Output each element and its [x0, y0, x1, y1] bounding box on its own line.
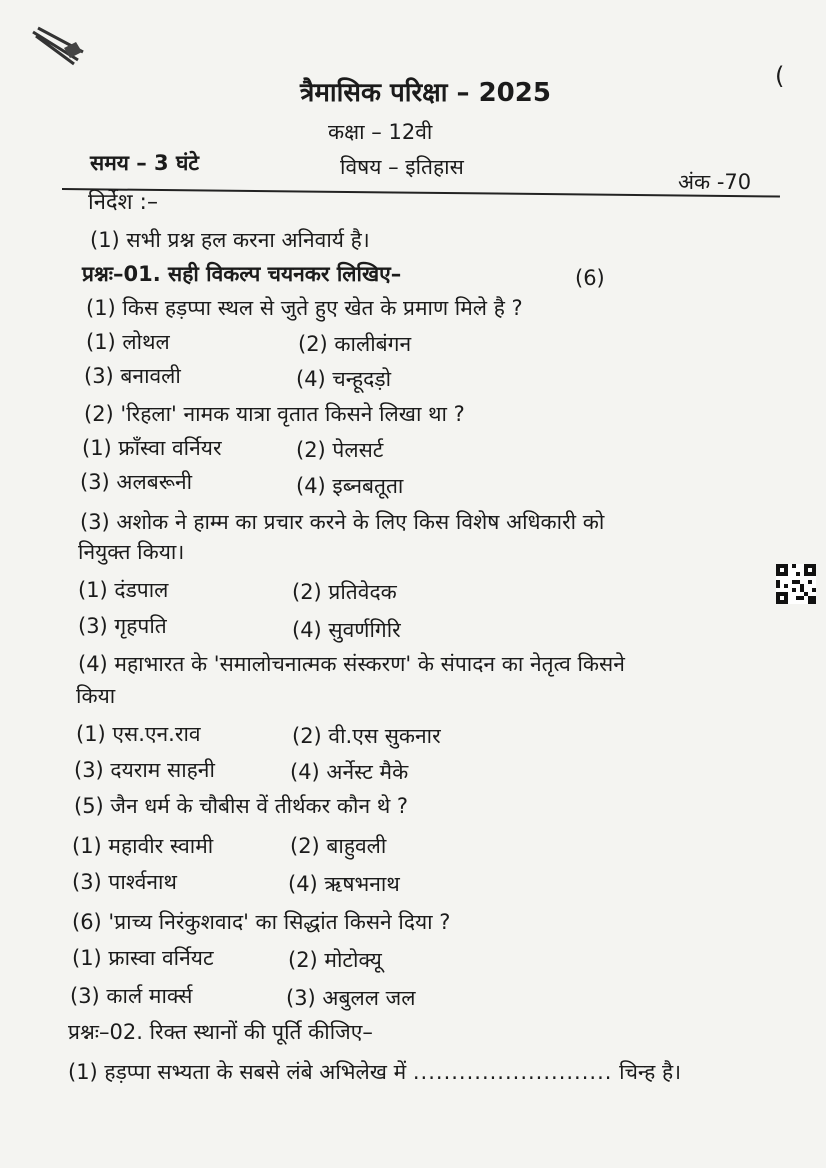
option: (3) बनावली — [84, 364, 181, 388]
option: (4) ऋषभनाथ — [288, 872, 400, 896]
option: (2) प्रतिवेदक — [292, 580, 397, 604]
option: (3) कार्ल मार्क्स — [70, 984, 193, 1008]
q1-marks: (6) — [575, 266, 605, 290]
time-label: समय – 3 घंटे — [90, 151, 199, 175]
option: (2) मोटोक्यू — [288, 948, 382, 972]
option: (4) अर्नेस्ट मैके — [290, 760, 409, 784]
q1-sub-question: (2) 'रिहला' नामक यात्रा वृतात किसने लिखा था ? — [84, 402, 465, 426]
qr-code-icon — [776, 564, 816, 604]
q1-heading: प्रश्नः–01. सही विकल्प चयनकर लिखिए– — [82, 262, 402, 286]
q2-item-1-start: (1) हड़प्पा सभ्यता के सबसे लंबे अभिलेख में — [68, 1060, 407, 1084]
option: (1) दंडपाल — [78, 578, 169, 602]
q2-item-1-blank: .......................... — [412, 1060, 613, 1084]
margin-mark: ( — [775, 62, 785, 90]
option: (3) दयराम साहनी — [74, 758, 215, 782]
option: (1) एस.एन.राव — [76, 722, 201, 746]
option: (4) सुवर्णगिरि — [292, 618, 401, 642]
option: (2) बाहुवली — [290, 834, 387, 858]
option: (1) लोथल — [86, 330, 170, 354]
marks-label: अंक -70 — [678, 170, 752, 194]
q1-sub-question: (3) अशोक ने हाम्म का प्रचार करने के लिए किस विशेष अधिकारी को — [80, 510, 605, 534]
option: (2) पेलसर्ट — [296, 438, 384, 462]
option: (1) फ्राँस्वा वर्नियर — [82, 436, 222, 460]
option: (4) चन्हूदड़ो — [296, 367, 392, 391]
option: (3) अबुलल जल — [286, 986, 416, 1010]
option: (1) फ्रास्वा वर्नियट — [72, 946, 214, 970]
option: (3) पार्श्वनाथ — [72, 870, 177, 894]
subject-label: विषय – इतिहास — [340, 155, 464, 179]
q2-item-1 — [68, 1062, 681, 1083]
q2-heading: प्रश्नः–02. रिक्त स्थानों की पूर्ति कीजिए– — [68, 1020, 373, 1044]
option: (2) कालीबंगन — [298, 332, 412, 356]
q1-sub-question-cont: किया — [76, 684, 116, 708]
q1-sub-question: (5) जैन धर्म के चौबीस वें तीर्थकर कौन थे ? — [74, 794, 409, 818]
q1-sub-question-cont: नियुक्त किया। — [78, 540, 185, 564]
q2-item-1-end: चिन्ह है। — [619, 1060, 682, 1084]
header-divider — [62, 188, 780, 198]
exam-title: त्रैमासिक परिक्षा – 2025 — [300, 78, 551, 108]
option: (3) अलबरूनी — [80, 470, 193, 494]
option: (3) गृहपति — [78, 614, 167, 638]
q1-sub-question: (6) 'प्राच्य निरंकुशवाद' का सिद्धांत किसने दिया ? — [72, 910, 451, 934]
q1-sub-question: (4) महाभारत के 'समालोचनात्मक संस्करण' के संपादन का नेतृत्व किसने — [78, 652, 625, 676]
option: (1) महावीर स्वामी — [72, 834, 214, 858]
instruction-item: (1) सभी प्रश्न हल करना अनिवार्य है। — [90, 228, 370, 252]
q1-sub-question: (1) किस हड़प्पा स्थल से जुते हुए खेत के प्रमाण मिले है ? — [86, 296, 523, 320]
class-label: कक्षा – 12वी — [328, 120, 433, 144]
pen-scribble-icon — [28, 22, 88, 72]
option: (4) इब्नबतूता — [296, 474, 404, 498]
option: (2) वी.एस सुकनार — [292, 724, 441, 748]
instructions-heading: निर्देश :– — [88, 190, 158, 215]
